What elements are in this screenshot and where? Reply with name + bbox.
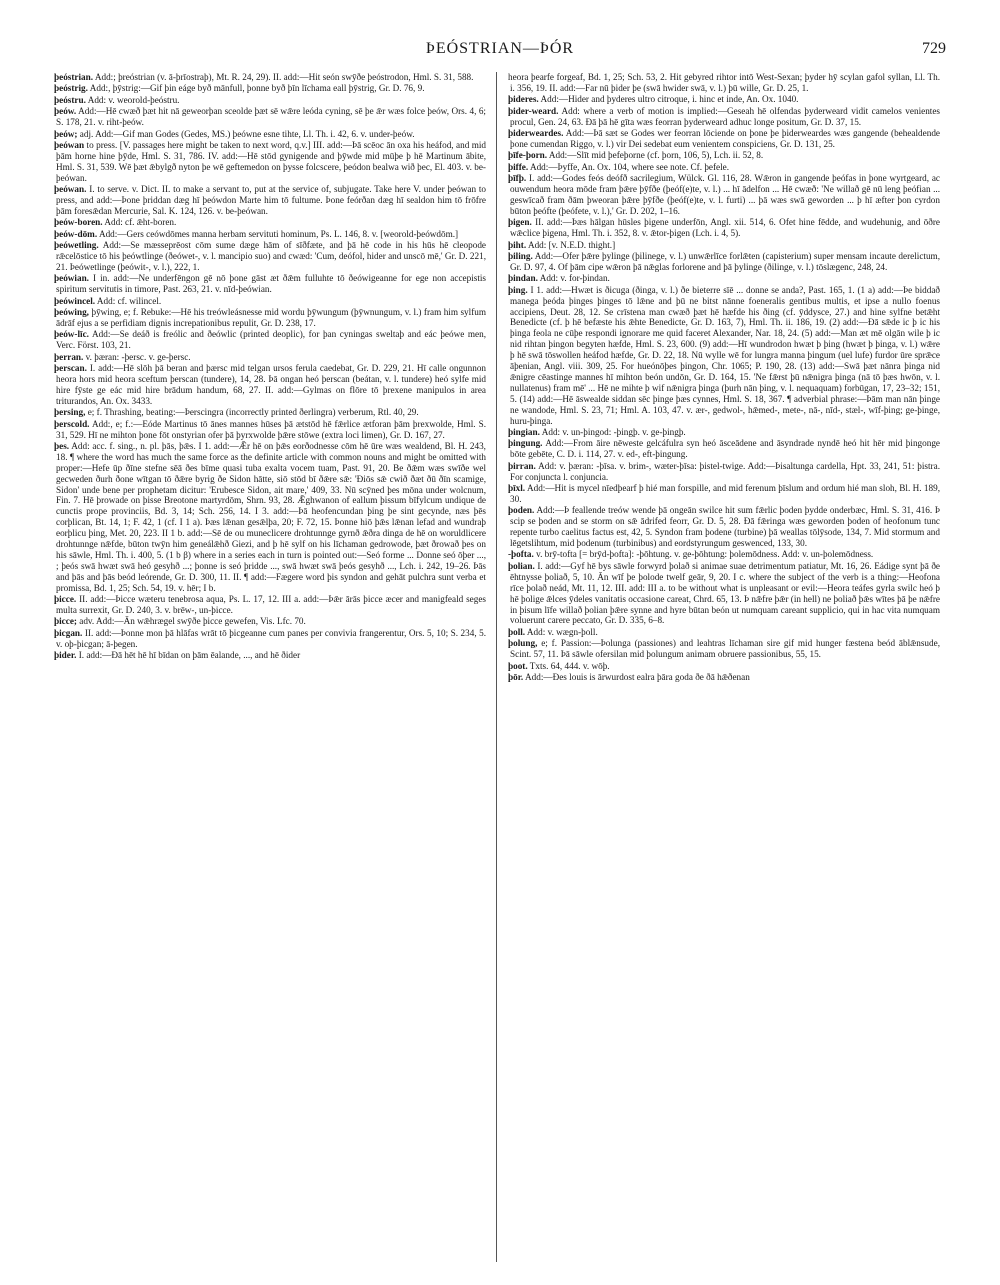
entry-text: Add:—Þ feallende treów wende þā ongeān swilce hit sum fǣrlic þoden þydde onderbæc, Hml. S. 31, 416. Þ scip se þoden and se storm on sǣ ādrifed feorr, Gr. D. 5, 28. Ðā fǣringa wæs geworden þoden of heofonum tunc repente turbo caelitus factus est, 42, 5. Syndon fram þodene (turbine) þā weallas tōlȳsode, 134, 7. Mid stormum and lēgetslihtum, mid þodenum (turbinibus) and eordstyrungum geswenced, 133, 30. [510,505,940,549]
entry-headword: þerscan. [54,363,87,374]
entry-headword: þoden. [508,505,535,516]
entry-headword: þingian. [508,427,540,437]
page-number: 729 [922,40,946,57]
entry-text: e; f. Thrashing, beating:—Þerscingra (incorrectly printed ðerlingra) verberum, Rtl. 40, 29. [87,407,419,418]
dictionary-entry [54,407,486,418]
entry-headword: þeówan [54,139,85,150]
entry-headword: þes. [54,440,70,451]
entry-text: Add:, þȳstrig:—Gif þin eáge byð mānfull, þonne byð þīn līchama eall þȳstrig, Gr. D. 76, 9. [89,83,425,94]
running-header [54,40,946,66]
entry-text: Add:—From āire nēweste gelcáfulra syn heó āsceādene and āsyndrade nyndē heó hit hēr mid þingonge bōte gebēte, C. D. i. 114, 27. v. ed-, eft-þingung. [510,438,940,460]
dictionary-entry [508,483,940,505]
entry-text: II. add:—Þæs hālgan hūsles þigene underfōn, Angl. xii. 514, 6. Ofet hine fēdde, and wudehunig, and ōðre wǣclice þigena, Hml. Th. i. 352, 8. v. ǣtor-þigen (Lch. i. 4, 5). [510,217,940,239]
entry-headword: þicce; [54,616,77,627]
dictionary-entry [54,95,486,106]
entry-headword: þīxl. [508,483,526,494]
entry-headword: þeóstru. [54,94,86,105]
dictionary-entry [508,438,940,460]
entry-text: v. þæran: -þersc. v. ge-þersc. [85,351,191,362]
entry-headword: þeówian. [54,273,89,284]
entry-headword: þīfþ. [508,173,527,184]
entry-text: I. add:—Gyf hē bys sāwle forwyrd þolað si animae suae detrimentum patiatur, Mt. 16, 26. Eádige synt þā ðe ēhtnysse þoliað, 5, 10. Ān wīf þe þolode twelf geār, 9, 20. I c. where the subject of the verb is a thing:—Heofona rīce þolað neád, Mt. 11, 12. III. add: III a. to be without what is unpleasant or evil:—Heora teáfes gyrla swilc heó þ hē þolige ǣlces ȳdeles vanitatis occasione careat, Chrd. 65, 13. Þ nǣfre þǣr (in hell) ne þoliað þǣs wītes þā þe nǣfre in þisum līfe willað þolian þǣre synne and hyre būtan beón ut numquam careant supplicio, qui in hac vita numquam voluerunt carere peccato, Gr. D. 335, 6–8. [510,560,940,626]
entry-headword: þiffe. [508,161,529,172]
dictionary-entry [508,549,940,560]
entry-headword: þicce. [54,594,77,605]
entry-headword: þeów; [54,128,78,139]
dictionary-entry [508,461,940,483]
entry-text: Add: cf. ǣht-boren. [104,217,177,228]
dictionary-entry [54,307,486,329]
entry-text: II. add:—Þonne mon þā hlāfas wrāt tō þicgeanne cum panes per convivia frangerentur, Ors. 5, 10; S. 234, 5. v. oþ-þicgan; ā-þegen. [56,627,486,649]
dictionary-entry [54,229,486,240]
dictionary-entry [54,650,486,661]
entry-text: Add:—Se mæsseprēost cōm sume dæge hām of sīðfæte, and þā hē code in his hūs hē cleopode rǣcelōstice tō his þeówtlinge (ðeówet-, v. l. mancipio suo) and cwæd: 'Cum, deófol, hider and unscō mē,' Gr. D. 221, 21. Þeówetlinge (þeówit-, v. l.), 222, 1. [56,240,486,272]
entry-text: I. add:—Hē slōh þā beran and þærsc mid telgan ursos ferula caedebat, Gr. D. 229, 21. Hī calle ongunnon heora hors mid heora sceftum þerscan (tundere), 14, 28. Þā ongan heó þerscan (beátan, v. l. tundere) heó sylfe mid hire fȳste ge eác mid hire brādum handum, 68, 27. II. add:—Gylmas on flōre tō þrexene manipulos in area triturandos, An. Ox. 3433. [56,363,486,406]
entry-headword: þeóstrig. [54,83,88,94]
dictionary-entry [508,285,940,427]
dictionary-entry [508,627,940,638]
entry-headword: þōr. [508,671,524,682]
entry-headword: þeówing, [54,307,89,318]
entry-headword: þing. [508,284,528,295]
entry-text: e; f. Passion:—Þolunga (passiones) and leahtras līchaman sire gif mid hunger fæstena beód āblǣnsude, Scint. 57, 11. Þā sāwle ofersilan mid þolungum animam obruere passionibus, 55, 15. [510,638,940,660]
entry-headword: þeów-boren. [54,217,103,228]
entry-text: Add:—Gers ceówdōmes manna herbam servituti hominum, Ps. L. 146, 8. v. [weorold-þeówdōm.] [98,228,459,239]
entry-text: Add:—Slīt mid þefeþorne (cf. þorn, 106, 5), Lch. ii. 52, 8. [548,150,764,161]
entry-text: Add: cf. wilincel. [96,295,162,306]
entry-text: Add:—Hē cwæð þæt hit nā geweorþan sceolde þæt sē wǣre leóda cyning, sē þe ǣr wæs folce þeów, Ors. 4, 6; S. 178, 21. v. riht-þeów. [56,106,486,128]
entry-text: Add: v. for-þindan. [539,273,610,284]
entry-headword: þeów-līc. [54,329,89,340]
entry-headword: þerran. [54,351,84,362]
entry-headword: þerscold. [54,418,90,429]
entry-headword: þolian. [508,560,535,571]
dictionary-entry [508,240,940,251]
entry-headword: þoll. [508,626,526,637]
dictionary-entry [508,72,940,94]
entry-headword: þingung. [508,438,543,449]
right-column [508,72,940,1272]
entry-text: II. add:—Þicce wæteru tenebrosa aqua, Ps. L. 17, 12. III a. add:—Þǣr ārās þicce æcer and manigfeald seges multa surrexit, Gr. D. 240, 3. v. brēw-, un-þicce. [56,594,486,615]
dictionary-entry [54,296,486,307]
entry-headword: þeów. [54,106,77,117]
dictionary-entry [54,217,486,228]
entry-headword: þīfe-þorn. [508,150,548,161]
entry-text: Add: [v. N.E.D. thight.] [527,239,616,250]
dictionary-entry [54,329,486,351]
dictionary-entry [508,561,940,626]
dictionary-entry [508,273,940,284]
entry-text: I. add:—Godes feós deófð sacrilegium, Wülck. Gl. 116, 28. Wǣron in gangende þeófas in þone wyrtgeard, ac ouwendum heora mōde fram þǣre þȳfðe (þeóf(e)te, v. l.) ... hī ādelfon ... Hē cwæð: 'Ne willað gē nū leng þeófian ... geswīcað fram ðām þweoran þǣre þȳfðe (þeóf(e)te, v. l. furti) ... þā wæs swā geworden ... þ hī æfter þon cyrdon būton þeófte (þeófete, v. l.),' Gr. D. 202, 1–16. [510,173,940,216]
dictionary-entry [508,217,940,239]
entry-text: to press. [V. passages here might be taken to next word, q.v.] III. add:—Þā scēoc ān oxa his heáfod, and mid þām horne hine þȳde, Hml. S. 31, 786. IV. add:—Hē stōd gynigende and þȳwde mid mūþe þ hē Martinum ābite, Hml. S. 31, 539. Wē þæt ǣbylgð nyton þe wē geftemedon on þysse folcscere, þeódon bealwa wið þec, El. 403. v. be-þeówan. [56,139,486,183]
dictionary-entry [54,352,486,363]
column-divider [496,72,497,1262]
dictionary-entry [54,184,486,217]
entry-text: v. brȳ-tofta [= brȳd-þofta]: -þōhtung. v. ge-þōhtung: þolemōdness. Add: v. un-þolemōdness. [536,549,874,560]
entry-text: Add: v. un-þingod: -þingþ. v. ge-þingþ. [541,427,686,437]
dictionary-entry [54,419,486,441]
dictionary-entry [508,106,940,128]
dictionary-entry [54,594,486,616]
left-column [54,72,486,1272]
entry-headword: þeóstrian. [54,72,94,82]
entry-text: Add: v. weorold-þeóstru. [87,94,180,105]
entry-text: I in. add:—Ne underfēngon gē nō þone gāst æt ðǣm fulluhte tō ðeówigeanne for ege non accepistis spiritum servitutis in timore, Past. 263, 21. v. nīd-þeówian. [56,273,486,295]
dictionary-entry [54,129,486,140]
entry-headword: þider-weard. [508,105,559,116]
entry-text: adv. Add:—Ān wǣhrægel swȳðe þicce gewefen, Vis. Lfc. 70. [79,616,306,627]
entry-headword: þindan. [508,273,538,284]
dictionary-entry [54,106,486,128]
dictionary-entry [508,505,940,549]
entry-headword: þersing, [54,407,86,418]
dictionary-entry [508,638,940,660]
entry-headword: þirran. [508,460,536,471]
dictionary-entry [508,427,940,438]
dictionary-entry [508,251,940,273]
entry-headword: þeówincel. [54,295,96,306]
entry-text: Add: acc. f. sing., n. pl. þās, þǣs. I 1. add:—Ǣr hē on þǣs eorðodnesse cōm hē ūre wæs wealdend, Bl. H. 243, 18. ¶ where the word has much the same force as the definite article with common nouns and might be omitted with proper:—Hefe ūp ðīne stefne sēā ðes bīme quasi tuba exalta vocem tuam, Past. 91, 20. Be ðǣm wæs swīðe wel gecweden ðurh ðone wītgan tō ðǣre byrig ðe Sidon hātte, siō stōd bī ðǣre sǣ: 'Ðiōs sǣ cwið ðæt ðū ðīn scamige, Sidon' unde bene per prophetam dicitur: 'Erubesce Sidon, ait mare,' 409, 33. Nū scȳned þes mōna under wolcnum, Fin. 7. Hē þrowade on þisse Breotone martyrdōm, Shrn. 93, 28. Ǣghwanon of eallum þissum bīfylcum undique de cunctis prope provinciis, Bd. 3, 14; Sch. 256, 14. I 3. add:—Þā heofencundan þing þe sint gecynde, næs þēs corþlican, Bt. 14, 1; F. 42, 1 (cf. I 1 a). Þæs lǣnan gesǣlþa, 20; F. 72, 15. Þonne hiō þǣs lǣnan lefad and wundraþ eorþlicu þing, Met. 20, 223. II 1 b. add:—Sē de ou muneclicere drohtunnge gyrnð ǣðra dinga de hē on woruldlicere drohtunnge nǣfde, būton twȳn him geneálǣhð Giezi, and þ hē sylf on his līchaman gedrowode, þæt ðrowað þes on his sāwle, Hml. Th. i. 400, 5. (1 b β) where in a series each in turn is pointed out:—Seó forme ... Donne seó ōþer ..., ; þeós swā hwæt swā heó gesyhð ...; þonne is seó þridde ..., swā hwæt swā þeós gesyhð ..., Lch. i. 242, 19–26. Þās and þās and þās beód leórende, Gr. D. 300, 11. II. ¶ add:—Fægere word þis syndon and gehāt pulchra sunt verba et promissa, Bd. 1, 25; Sch. 54, 19. v. hēr; I b. [56,440,486,593]
entry-headword: þicgan. [54,627,83,638]
entry-headword: þider. [54,650,77,661]
entry-headword: þeówan. [54,184,87,195]
dictionary-entry [54,240,486,273]
dictionary-entry [54,441,486,594]
dictionary-entry [508,150,940,161]
entry-text: Add:—Ðes louis is ārwurdost ealra þāra goda ðe ðā hǣðenan [525,671,750,682]
dictionary-entry [508,672,940,683]
dictionary-entry [508,661,940,672]
entry-headword: -þofta. [508,549,534,560]
entry-text: Add:—Þyffe, An. Ox. 104, where see note. Cf. þefele. [529,161,730,172]
dictionary-entry [54,83,486,94]
entry-text: I 1. add:—Hwæt is ðicuga (ðinga, v. l.) ðe bieterre sīē ... donne se anda?, Past. 165, 1. (1 a) add:—Þe biddað manega þeóda þinges þinges tō lǣne and þū ne bitst nānne foeneralis gentibus multis, et ipse a nullo foenus accipiens, Deut. 28, 12. Se crīstena man cwæð þæt hē hæfde his ðing (cf. ȳddysce, 27.) and hine sylfne betǣht Benedicte (cf. þ hē befæste his ǣhte Benedicte, Gr. D. 163, 7), Hml. Th. ii. 186, 19. (2) add:—Ðā sǣde ic þ ic his þinga feola ne cūþe respondi ignorare me quid faceret Alexander, Nar. 18, 24. (5) add:—Man æt mē olgān wile þ ic nid rihtan þingon begyten hæfde, Hml. S. 23, 600. (9) add:—Hī wundrodon hwæt þ þing (hwæt þ þinga, v. l.) wǣre þ hē swā tōswollen heáfod hæfde, Gr. D. 22, 18. Nū wylle wē for lungra manna þingum (uel lufe) furdor ūre sprǣce āþenian, Angl. viii. 309, 25. For hueónōþes þingon, Chr. 1065; P. 190, 28. (13) add:—Swā þæt nānra þinga nid ǣnigre cēastinge mannes hī mihton beón undōn, Gr. D. 164, 15. 'Ne fǣrst þū nǣnigra þinga (nā tō þæs hwōn, v. l. nullatenus) fram mē' ... Hē ne mihte þ wif nǣnigra þinga (þurh nān þing, v. l. nequaquam) forbūgan, 17, 23–32; 151, 5. (14) add:—Hē āswealde siddan sēc þinge þæs cynnes, Hml. S. 18, 367. ¶ adverbial phrase:—Þām man nān þinge ne wandode, Hml. S. 23, 71; Hml. A. 103, 47. v. ær-, gedwol-, hǣmed-, mete-, nā-, nīd-, stæl-, wīf-þing; ge-þinge, huru-þinga. [510,284,940,426]
entry-headword: þiling. [508,251,533,261]
entry-text: Add:—Hit is mycel nīedþearf þ hié man forspille, and mid ferenum þīslum and ordum hié man sloh, Bl. H. 189, 30. [510,483,940,504]
entry-text: heora þearfe forgeaf, Bd. 1, 25; Sch. 53, 2. Hit gebyred rihtor intō West-Sexan; þyder hȳ scylan gafol syllan, Ll. Th. i. 356, 19. II. add:—Far nū þider þe (swā hwider swā, v. l.) þū wille, Gr. D. 25, 1. [508,72,940,93]
dictionary-entry [54,616,486,627]
dictionary-entry [508,128,940,150]
entry-text: Add:, e; f.:—Eóde Martinus tō ānes mannes hūses þā ætstōd hē fǣrlice ætforan þām þrexwolde, Hml. S. 31, 529. Hī ne mihton þone fōt onstyrian ofer þā þyrxwolde þǣre stōwe (extra loci limen), Gr. D. 167, 27. [56,418,486,440]
dictionary-entry [54,628,486,650]
entry-text: Add:—Se deáð is freólic and ðeówlic (printed deoplic), for þan cyningas sweltaþ and eác þeówe men, Verc. Först. 103, 21. [56,329,486,351]
page-title: ÞEÓSTRIAN—ÞÓR [425,40,575,57]
entry-text: Txts. 64, 444. v. wōþ. [529,660,610,671]
entry-text: Add: v. þæran: -þīsa. v. brim-, wæter-þīsa: þistel-twige. Add:—Þisaltunga cardella, Hpt. 33, 241, 51: þistra. For conjuncta l. conjuncia. [510,460,940,482]
dictionary-entry [508,162,940,173]
entry-text: Add:—Ofer þǣre þylinge (þilinege, v. l.) unwǣrlīce forlǣten (capisterium) super mensam incaute derelictum, Gr. D. 97, 4. Of þām cipe wǣron þā nǣglas forlorene and þā þylinge (ðilinge, v. l.) tōslægenc, 248, 24. [510,251,940,272]
dictionary-entry [54,140,486,184]
entry-text: Add: where a verb of motion is implied:—Geseah hē olfendas þyderweard vidit camelos venientes procul, Gen. 24, 63. Ðā þā hē gīta wæs feorran þyderweard adhuc longe positum, Gr. D. 37, 15. [510,105,940,127]
entry-headword: þigen. [508,217,532,228]
entry-headword: þeów-dōm. [54,228,98,239]
entry-headword: þiderweardes. [508,128,564,139]
entry-text: Add:; þreóstrian (v. ā-þrīostraþ), Mt. R. 24, 29). II. add:—Hit seón swȳðe þeóstrodon, Hml. S. 31, 588. [94,72,474,82]
dictionary-entry [508,173,940,217]
entry-text: þȳwing, e; f. Rebuke:—Hē his treówleásnesse mid wordu þȳwungum (þȳwnungum, v. l.) fram him sylfum ādrāf ejus a se perfidiam dignis increpationibus repulit, Gr. D. 238, 17. [56,307,486,328]
entry-text: Add:—Þā sæt se Godes wer feorran lōciende on þone þe þiderweardes wæs gangende (behealdende þone cumendan Riggo, v. l.) vir Dei sedebat eum venientem conspiciens, Gr. D. 131, 25. [510,128,940,149]
dictionary-entry [508,94,940,105]
entry-text: Add: v. wægn-þoll. [526,626,598,637]
dictionary-entry [54,363,486,407]
entry-headword: þideres. [508,94,539,105]
entry-text: adj. Add:—Gif man Godes (Gedes, MS.) þeówne esne tihte, Ll. Th. i. 42, 6. v. under-þeów. [79,128,415,139]
entry-text: I. add:—Ðā hēt hē hī bīdan on þām ēalande, ..., and hē ðider [78,650,301,661]
entry-text: I. to serve. v. Dict. II. to make a servant to, put at the service of, subjugate. Take here V. under þeówan to press, and add:—Þone þriddan dæg hī þeówdon Marte him tō fultume. Þone feórðan dæg hī sealdon him tō frōfre þām foresǣdan Mercurie, Sal. K. 124, 126. v. be-þeówan. [56,184,486,216]
dictionary-entry [54,72,486,83]
entry-headword: þoot. [508,660,528,671]
entry-text: Add:—Hider and þyderes ultro citroque, i. hinc et inde, An. Ox. 1040. [540,94,799,105]
dictionary-entry [54,273,486,295]
entry-headword: þiht. [508,239,527,250]
entry-headword: þeówetling. [54,240,99,251]
entry-headword: þolung, [508,638,538,649]
